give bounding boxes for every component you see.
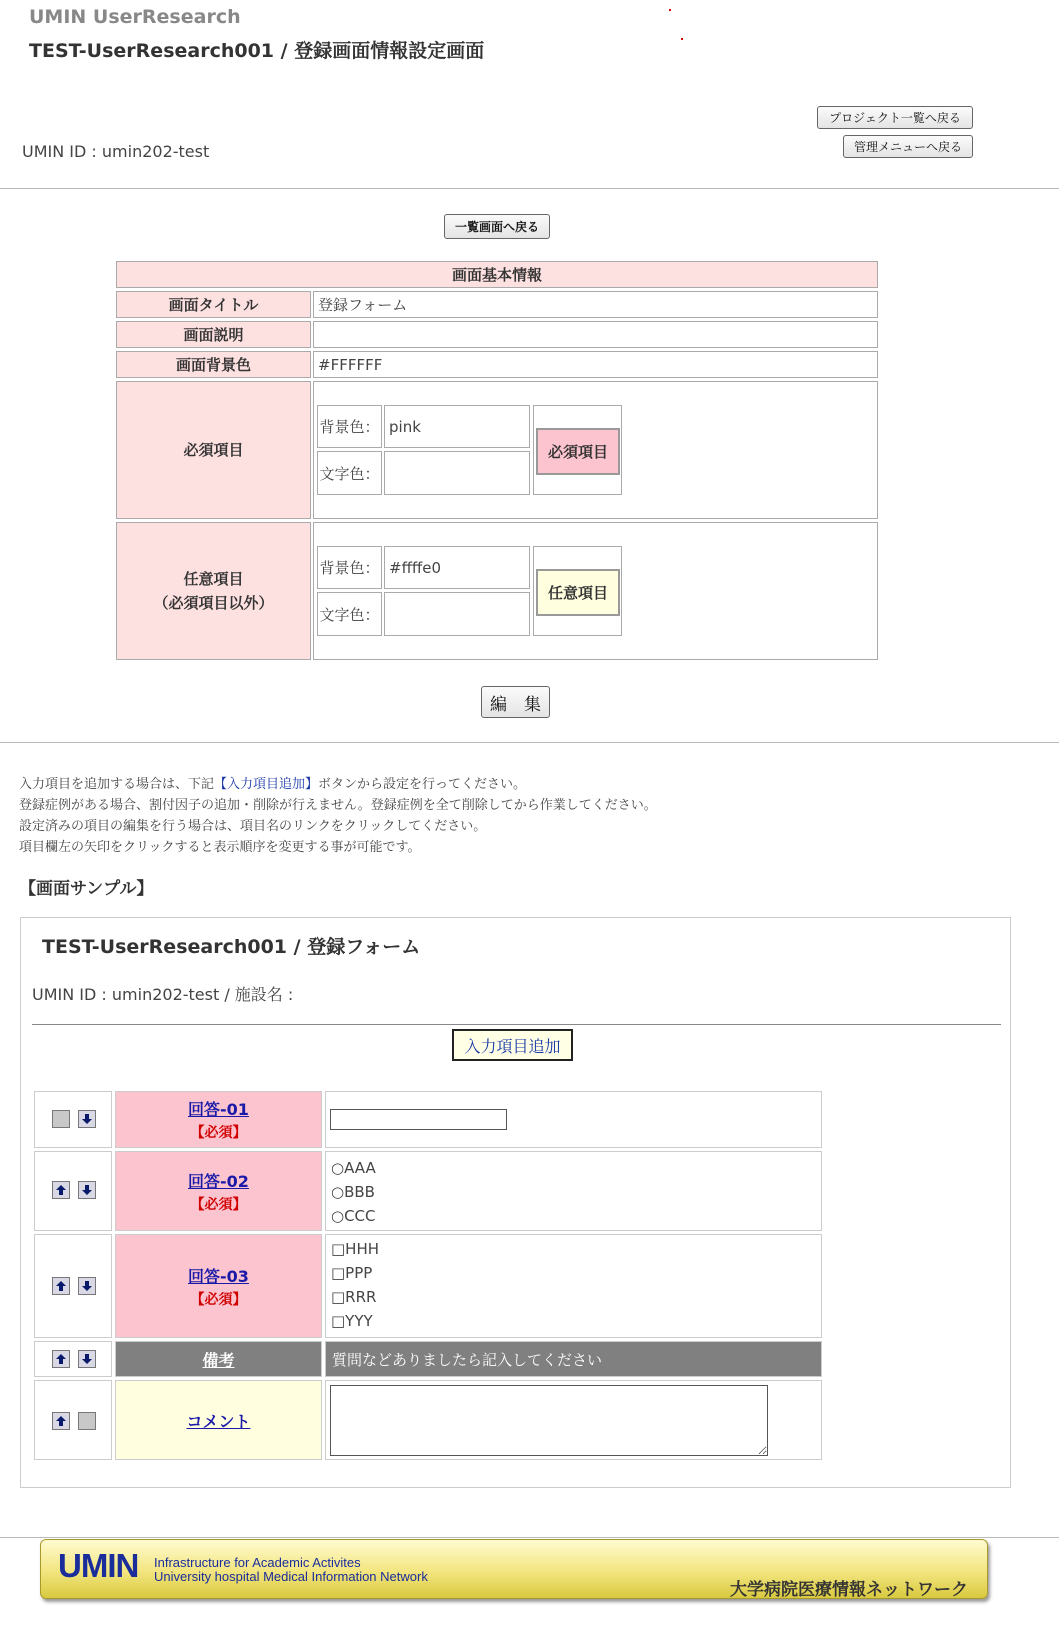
item-input-cell [325, 1234, 822, 1338]
row-desc-label: 画面説明 [116, 321, 311, 348]
umin-id: UMIN ID : umin202-test [22, 142, 210, 161]
move-up-icon[interactable] [52, 1412, 70, 1430]
move-up-icon[interactable] [52, 1181, 70, 1199]
sample-title: TEST-UserResearch001 / 登録フォーム [42, 936, 421, 958]
order-cell [34, 1151, 112, 1231]
order-cell [34, 1380, 112, 1460]
move-up-icon[interactable] [52, 1350, 70, 1368]
move-down-icon[interactable] [78, 1110, 96, 1128]
item-label-cell [115, 1380, 322, 1460]
checkbox-option[interactable]: □HHH [331, 1240, 380, 1258]
radio-option[interactable]: ○CCC [331, 1207, 376, 1225]
item-link-answer-01[interactable]: 回答-01 [188, 1100, 249, 1119]
required-badge: 【必須】 [190, 1196, 247, 1213]
optional-label-line2: （必須項目以外） [153, 594, 274, 612]
optional-fg-label: 文字色： [317, 592, 382, 636]
row-title-value: 登録フォーム [313, 291, 878, 318]
add-item-hint: 【入力項目追加】 [214, 777, 319, 792]
instruction-line: 入力項目を追加する場合は、下記【入力項目追加】ボタンから設定を行ってください。 [19, 777, 527, 792]
move-down-icon[interactable] [78, 1277, 96, 1295]
order-cell [34, 1234, 112, 1338]
instruction-line: 登録症例がある場合、割付因子の追加・削除が行えません。登録症例を全て削除してから作業してください。 [19, 798, 657, 813]
optional-fg-value [384, 592, 530, 636]
order-cell [34, 1341, 112, 1377]
item-link-remarks[interactable]: 備考 [202, 1350, 235, 1370]
divider [0, 1537, 1059, 1538]
optional-preview: 任意項目 [536, 569, 620, 616]
required-bg-label: 背景色： [317, 405, 382, 448]
required-bg-value: pink [384, 405, 530, 448]
order-cell [34, 1091, 112, 1148]
item-link-answer-03[interactable]: 回答-03 [188, 1266, 249, 1286]
sample-umin-id: UMIN ID : umin202-test / 施設名 : [32, 985, 294, 1004]
optional-label [116, 522, 311, 660]
instruction-line: 項目欄左の矢印をクリックすると表示順序を変更する事が可能です。 [19, 840, 421, 855]
section-header: 画面基本情報 [116, 261, 878, 288]
item-link-answer-02[interactable]: 回答-02 [188, 1171, 249, 1191]
item-input-cell [325, 1151, 822, 1231]
optional-bg-value: #ffffe0 [384, 546, 530, 589]
item-label-cell [115, 1091, 322, 1148]
edit-button[interactable]: 編 集 [481, 686, 550, 718]
required-badge: 【必須】 [190, 1291, 247, 1308]
decor-dot [669, 9, 671, 11]
move-up-icon[interactable] [52, 1277, 70, 1295]
back-to-list-button[interactable]: 一覧画面へ戻る [444, 214, 550, 239]
umin-jp-name: 大学病院医療情報ネットワーク [730, 1580, 968, 1600]
instruction-line: 設定済みの項目の編集を行う場合は、項目名のリンクをクリックしてください。 [19, 819, 487, 834]
required-label: 必須項目 [116, 381, 311, 519]
sample-divider [32, 1024, 1001, 1025]
move-down-icon[interactable] [78, 1350, 96, 1368]
app-name: UMIN UserResearch [29, 6, 241, 28]
item-link-comment[interactable]: コメント [186, 1411, 251, 1431]
move-down-icon[interactable] [78, 1181, 96, 1199]
umin-logo: UMIN [58, 1547, 139, 1584]
required-badge: 【必須】 [190, 1125, 247, 1141]
move-down-disabled-icon [78, 1412, 96, 1430]
radio-option[interactable]: ○AAA [331, 1159, 376, 1177]
item-label-cell [115, 1341, 322, 1377]
back-to-admin-menu-button[interactable]: 管理メニューへ戻る [843, 135, 973, 158]
divider [0, 742, 1059, 743]
radio-option[interactable]: ○BBB [331, 1183, 375, 1201]
row-bg-value: #FFFFFF [313, 351, 878, 378]
add-input-item-button[interactable]: 入力項目追加 [452, 1029, 573, 1061]
row-bg-label: 画面背景色 [116, 351, 311, 378]
required-preview: 必須項目 [536, 428, 620, 475]
umin-tagline: Infrastructure for Academic Activites University hospital Medical Information Network [154, 1555, 428, 1584]
checkbox-option[interactable]: □RRR [331, 1288, 377, 1306]
optional-label-line1: 任意項目 [183, 570, 244, 588]
decor-dot [681, 38, 683, 40]
remarks-text: 質問などありましたら記入してください [325, 1341, 822, 1377]
sample-heading: 【画面サンプル】 [19, 879, 154, 899]
page-title: TEST-UserResearch001 / 登録画面情報設定画面 [29, 40, 485, 62]
item-label-cell [115, 1151, 322, 1231]
back-to-project-list-button[interactable]: プロジェクト一覧へ戻る [817, 106, 973, 129]
optional-bg-label: 背景色： [317, 546, 382, 589]
checkbox-option[interactable]: □PPP [331, 1264, 373, 1282]
item-label-cell [115, 1234, 322, 1338]
answer-01-input[interactable] [330, 1109, 507, 1130]
divider [0, 188, 1059, 189]
required-fg-label: 文字色： [317, 451, 382, 495]
required-fg-value [384, 451, 530, 495]
checkbox-option[interactable]: □YYY [331, 1312, 373, 1330]
move-up-disabled-icon [52, 1110, 70, 1128]
instructions [19, 774, 657, 858]
row-desc-value [313, 321, 878, 348]
row-title-label: 画面タイトル [116, 291, 311, 318]
comment-textarea[interactable] [330, 1385, 768, 1456]
